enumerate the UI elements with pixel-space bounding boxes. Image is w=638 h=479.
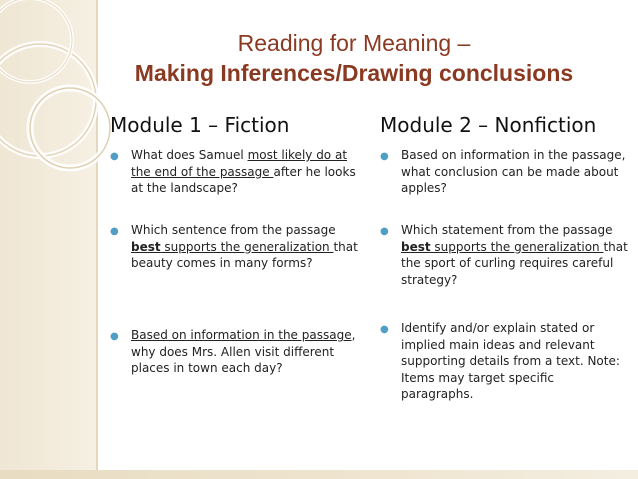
bullet-icon: ● <box>380 226 389 237</box>
module-1-column <box>110 110 360 140</box>
list-item-text <box>110 147 360 197</box>
text-run: Which sentence from the passage <box>131 223 336 237</box>
bold-underlined-text: best <box>401 239 431 254</box>
title-line-1: Reading for Meaning – <box>237 30 471 56</box>
module-2-column <box>380 110 628 140</box>
text-run: What does Samuel <box>131 148 248 162</box>
list-item-text <box>110 222 360 272</box>
underlined-text: supports the generalization <box>160 239 334 254</box>
list-item <box>110 222 360 272</box>
bottom-decorative-strip <box>0 470 638 479</box>
underlined-text: supports the generalization <box>430 239 604 254</box>
bullet-icon: ● <box>110 151 119 162</box>
module-1-heading: Module 1 – Fiction <box>110 113 290 137</box>
title-line-2: Making Inferences/Drawing conclusions <box>134 60 574 86</box>
list-item <box>380 147 628 197</box>
list-item-text <box>110 327 360 377</box>
bullet-icon: ● <box>110 226 119 237</box>
slide-title <box>100 28 608 88</box>
list-item <box>110 327 360 377</box>
text-run: that the sport of curling requires careful strategy? <box>401 239 628 287</box>
list-item <box>380 222 628 288</box>
module-2-heading: Module 2 – Nonfiction <box>380 113 597 137</box>
list-item-text: Identify and/or explain stated or implied main ideas and relevant supporting details from a text. Note: Items may target specific paragraphs. <box>401 321 620 401</box>
text-run: , why does Mrs. Allen visit different places in town each day? <box>131 328 356 375</box>
bullet-icon: ● <box>110 331 119 342</box>
text-run: after he looks at the landscape? <box>131 164 356 195</box>
list-item-text: Based on information in the passage, what conclusion can be made about apples? <box>401 148 626 195</box>
text-run: Which statement from the passage <box>401 223 613 237</box>
bullet-icon: ● <box>380 324 389 335</box>
list-item <box>380 320 628 403</box>
underlined-text: most likely do at the end of the passage <box>131 148 348 179</box>
underlined-text: Based on information in the passage <box>131 328 352 342</box>
list-item <box>110 147 360 197</box>
bullet-icon: ● <box>380 151 389 162</box>
text-run: that beauty comes in many forms? <box>131 239 358 270</box>
bold-underlined-text: best <box>131 239 161 254</box>
list-item-text <box>380 222 628 288</box>
